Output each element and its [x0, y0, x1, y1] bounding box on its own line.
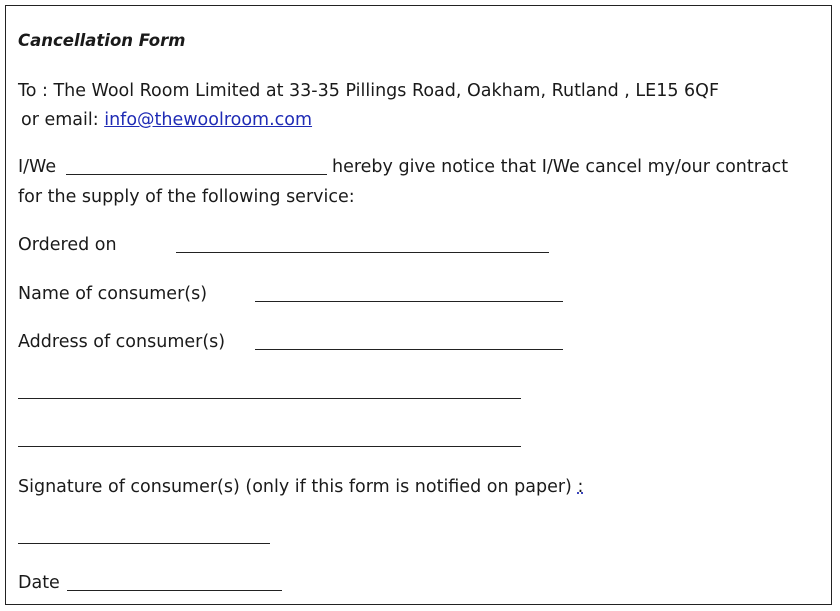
- signature-label: Signature of consumer(s) (only if this form is notified on paper): [18, 477, 572, 497]
- ordered-on-label: Ordered on: [18, 235, 117, 255]
- signature-line: [18, 476, 583, 498]
- email-link[interactable]: info@thewoolroom.com: [104, 110, 313, 130]
- signature-field[interactable]: [18, 543, 270, 544]
- address-line: To : The Wool Room Limited at 33-35 Pillings Road, Oakham, Rutland , LE15 6QF: [18, 81, 720, 101]
- email-prefix: or email:: [21, 110, 99, 130]
- date-field[interactable]: [67, 590, 282, 591]
- address-line-3-field[interactable]: [18, 446, 521, 447]
- consumer-address-label: Address of consumer(s): [18, 332, 226, 352]
- notice-suffix: hereby give notice that I/We cancel my/our contract: [332, 157, 789, 177]
- email-line: [21, 109, 312, 131]
- consumer-name-label: Name of consumer(s): [18, 284, 208, 304]
- signature-colon: :: [577, 477, 584, 497]
- notice-line-2: for the supply of the following service:: [18, 187, 355, 207]
- form-title: Cancellation Form: [18, 31, 186, 50]
- notice-prefix: I/We: [18, 157, 57, 177]
- consumer-name-field[interactable]: [255, 301, 563, 302]
- ordered-on-field[interactable]: [176, 252, 549, 253]
- name-blank-line[interactable]: [66, 174, 327, 175]
- date-label: Date: [18, 573, 60, 593]
- consumer-address-field[interactable]: [255, 349, 563, 350]
- address-line-2-field[interactable]: [18, 398, 521, 399]
